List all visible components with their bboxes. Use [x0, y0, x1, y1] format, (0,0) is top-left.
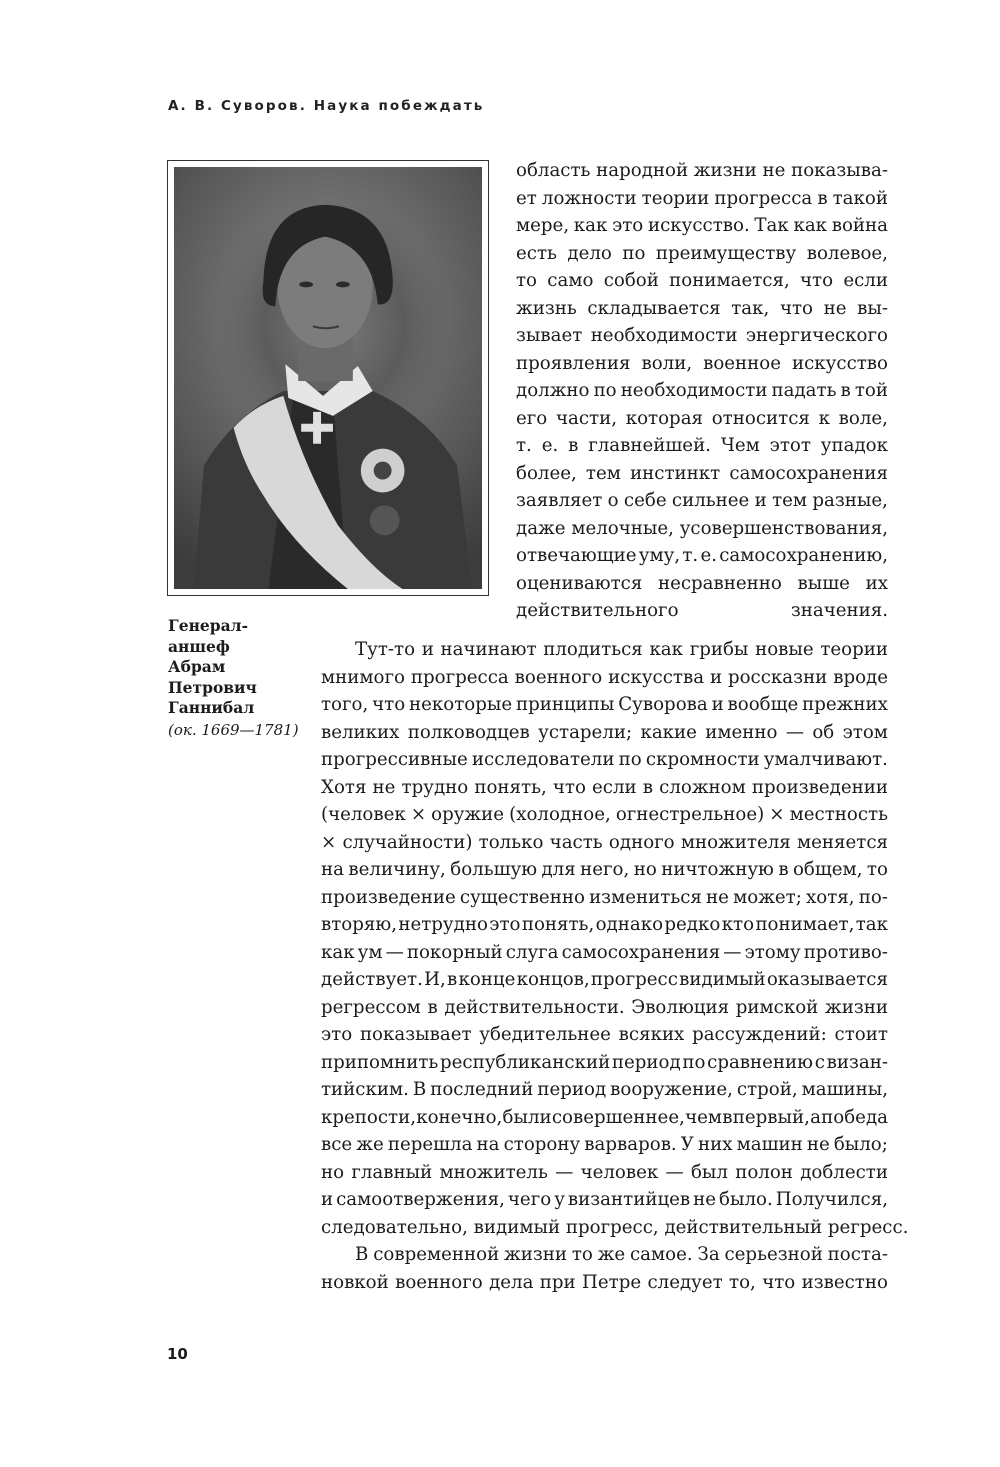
text-line: Тут-то и начинают плодиться как грибы новые теории: [355, 639, 888, 660]
text-line: произведение существенно измениться не может; хотя, по-: [321, 886, 888, 908]
text-line: зывает необходимости энергического: [516, 325, 888, 346]
text-line: действует. И, в конце концов, прогресс видимый оказывается: [321, 969, 888, 990]
text-line: вторяю, нетрудно это понять, однако редко кто понимает, так: [321, 914, 888, 935]
text-line: В современной жизни то же самое. За серьезной поста-: [355, 1244, 888, 1265]
text-line: должно по необходимости падать в той: [516, 380, 888, 401]
text-line: регрессом в действительности. Эволюция римской жизни: [321, 996, 888, 1018]
text-line: великих полководцев устарели; какие именно — об этом: [321, 721, 888, 743]
right-column-text: [516, 157, 888, 625]
text-line: отвечающие уму, т. е. самосохранению,: [516, 545, 888, 566]
caption-name-line: Петрович: [168, 677, 257, 697]
text-line: новкой военного дела при Петре следует то, что известно: [321, 1271, 888, 1293]
text-line: (человек × оружие (холодное, огнестрельное) × местность: [321, 804, 888, 825]
text-line: это показывает убедительнее всяких рассуждений: стоит: [321, 1024, 888, 1045]
main-column-text: [321, 636, 909, 1296]
text-line: на величину, большую для него, но ничтожную в общем, то: [321, 859, 888, 880]
text-line: прогрессивные исследователи по скромности умалчивают.: [321, 749, 888, 770]
text-line: жизнь складывается так, что не вы-: [516, 297, 888, 319]
caption-name-line: Ганнибал: [168, 698, 255, 717]
caption-name-line: Генерал-: [168, 616, 249, 635]
text-line: проявления воли, военное искусство: [516, 352, 888, 374]
text-line: действительного значения.: [516, 600, 888, 621]
text-line: т. е. в главнейшей. Чем этот упадок: [516, 435, 888, 456]
portrait-illustration: [174, 167, 482, 589]
running-head: А. В. Суворов. Наука побеждать: [168, 98, 485, 114]
text-line: тийским. В последний период вооружение, строй, машины,: [321, 1079, 888, 1100]
text-line: оцениваются несравненно выше их: [516, 572, 888, 594]
text-line: следовательно, видимый прогресс, действительный регресс.: [321, 1216, 909, 1238]
text-line: область народной жизни не показыва-: [516, 160, 888, 181]
caption-dates: (ок. 1669—1781): [168, 720, 299, 739]
portrait-image: [174, 167, 482, 589]
text-line: но главный множитель — человек — был полон доблести: [321, 1161, 888, 1183]
text-line: мере, как это искусство. Так как война: [516, 215, 888, 236]
text-line: все же перешла на сторону варваров. У них машин не было;: [321, 1134, 888, 1155]
text-line: × случайности) только часть одного множителя меняется: [321, 831, 888, 853]
text-line: более, тем инстинкт самосохранения: [516, 462, 888, 484]
text-line: Хотя не трудно понять, что если в сложном произведении: [321, 776, 888, 798]
text-line: ет ложности теории прогресса в такой: [516, 187, 888, 209]
caption-name-line: аншеф: [168, 636, 230, 656]
text-line: крепости, конечно, были совершеннее, чем в первый, а победа: [321, 1106, 888, 1128]
page-number: 10: [167, 1345, 188, 1363]
portrait-caption: [168, 616, 308, 740]
text-line: даже мелочные, усовершенствования,: [516, 517, 888, 539]
text-line: то само собой понимается, что если: [516, 270, 888, 291]
text-line: как ум — покорный слуга самосохранения — этому противо-: [321, 941, 888, 963]
portrait-frame: [167, 160, 489, 596]
text-line: и самоотвержения, чего у византийцев не было. Получился,: [321, 1189, 888, 1210]
text-line: того, что некоторые принципы Суворова и вообще прежних: [321, 694, 888, 715]
text-line: припомнить республиканский период по сравнению с визан-: [321, 1051, 888, 1073]
text-line: заявляет о себе сильнее и тем разные,: [516, 490, 888, 511]
text-line: его части, которая относится к воле,: [516, 407, 888, 429]
caption-name-line: Абрам: [168, 657, 226, 676]
text-line: мнимого прогресса военного искусства и россказни вроде: [321, 666, 888, 688]
text-line: есть дело по преимуществу волевое,: [516, 242, 888, 264]
